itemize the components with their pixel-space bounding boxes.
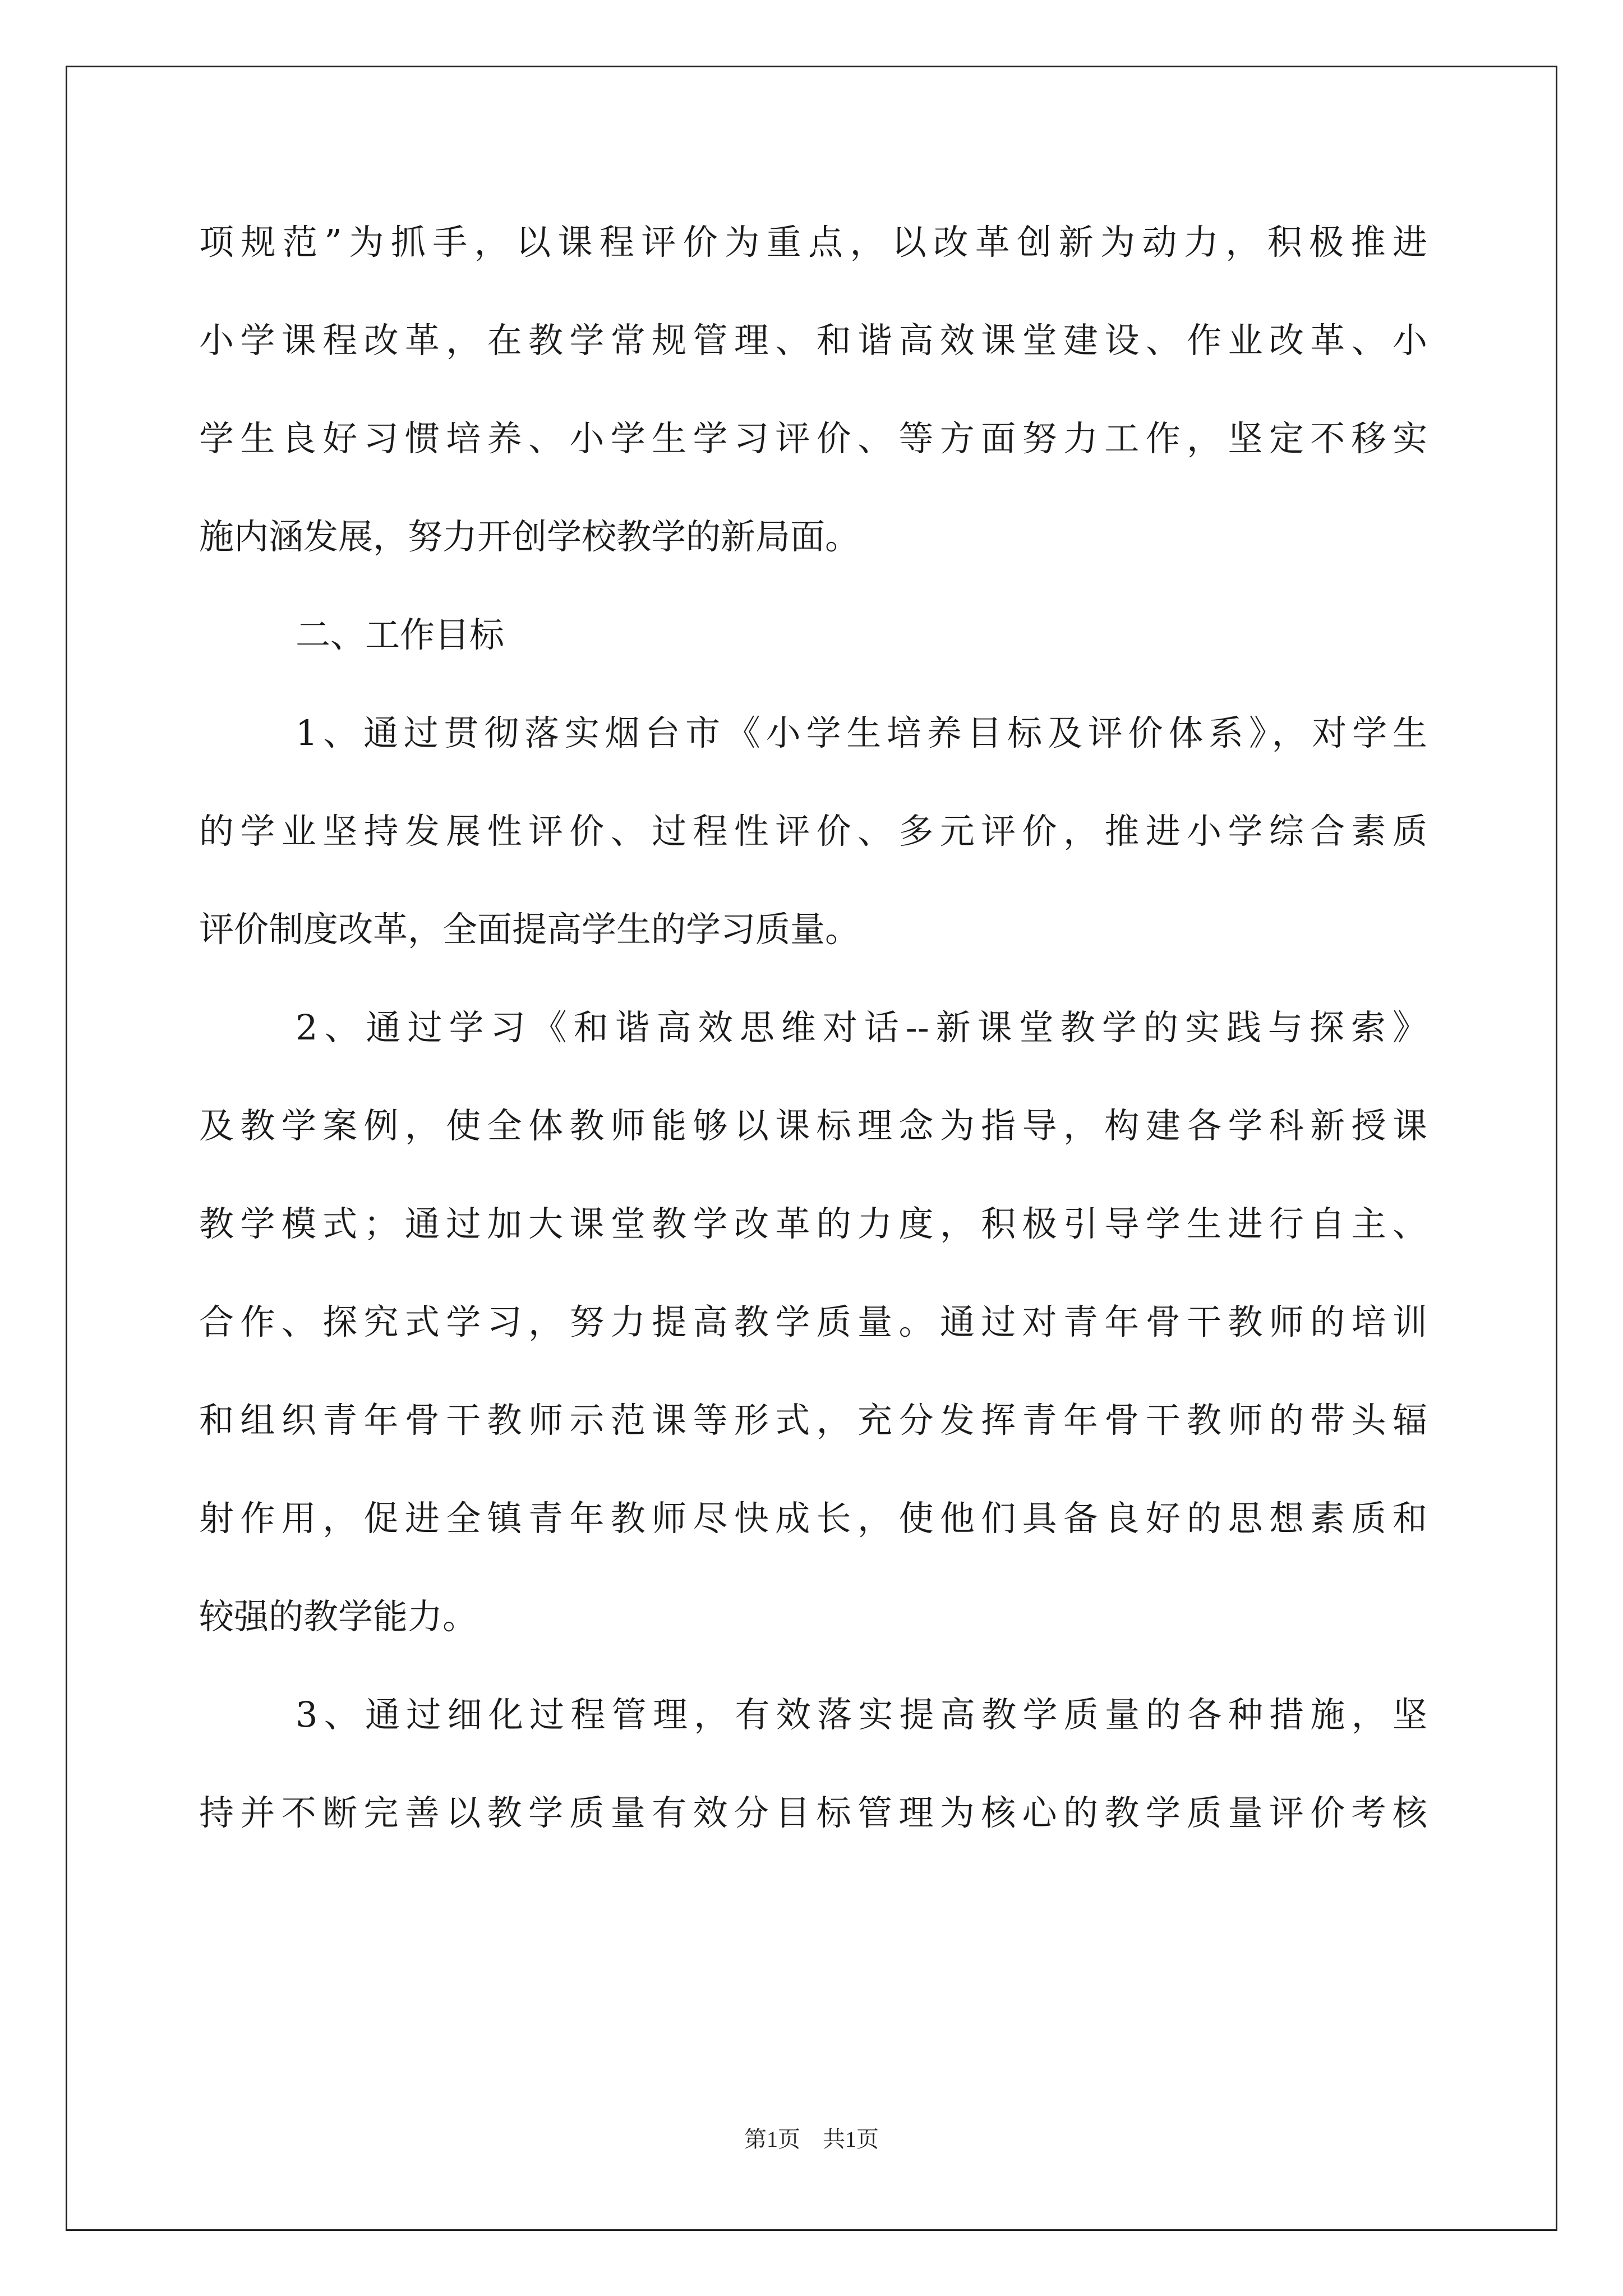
section-heading: 二、工作目标 — [296, 614, 505, 655]
text-line: 2、通过学习《和谐高效思维对话--新课堂教学的实践与探索》 — [296, 1007, 1427, 1048]
text-line: 射作用，促进全镇青年教师尽快成长，使他们具备良好的思想素质和 — [199, 1498, 1427, 1539]
page-number: 第1页 共1页 — [744, 2127, 879, 2152]
text-line: 及教学案例，使全体教师能够以课标理念为指导，构建各学科新授课 — [199, 1105, 1427, 1146]
text-line: 1、通过贯彻落实烟台市《小学生培养目标及评价体系》，对学生 — [296, 712, 1427, 753]
text-line: 和组织青年骨干教师示范课等形式，充分发挥青年骨干教师的带头辐 — [199, 1400, 1427, 1441]
text-line: 施内涵发展，努力开创学校教学的新局面。 — [199, 516, 860, 557]
text-line: 项规范”为抓手，以课程评价为重点，以改革创新为动力，积极推进 — [199, 222, 1427, 263]
document-body — [199, 209, 1427, 1878]
text-line: 的学业坚持发展性评价、过程性评价、多元评价，推进小学综合素质 — [199, 811, 1427, 852]
text-line: 持并不断完善以教学质量有效分目标管理为核心的教学质量评价考核 — [199, 1792, 1427, 1833]
text-line: 较强的教学能力。 — [199, 1596, 478, 1637]
text-line: 小学课程改革，在教学常规管理、和谐高效课堂建设、作业改革、小 — [199, 320, 1427, 361]
text-line: 学生良好习惯培养、小学生学习评价、等方面努力工作，坚定不移实 — [199, 418, 1427, 459]
text-line: 教学模式；通过加大课堂教学改革的力度，积极引导学生进行自主、 — [199, 1203, 1427, 1244]
text-line: 评价制度改革，全面提高学生的学习质量。 — [199, 909, 860, 950]
text-line: 合作、探究式学习，努力提高教学质量。通过对青年骨干教师的培训 — [199, 1301, 1427, 1342]
text-line: 3、通过细化过程管理，有效落实提高教学质量的各种措施，坚 — [296, 1694, 1427, 1735]
